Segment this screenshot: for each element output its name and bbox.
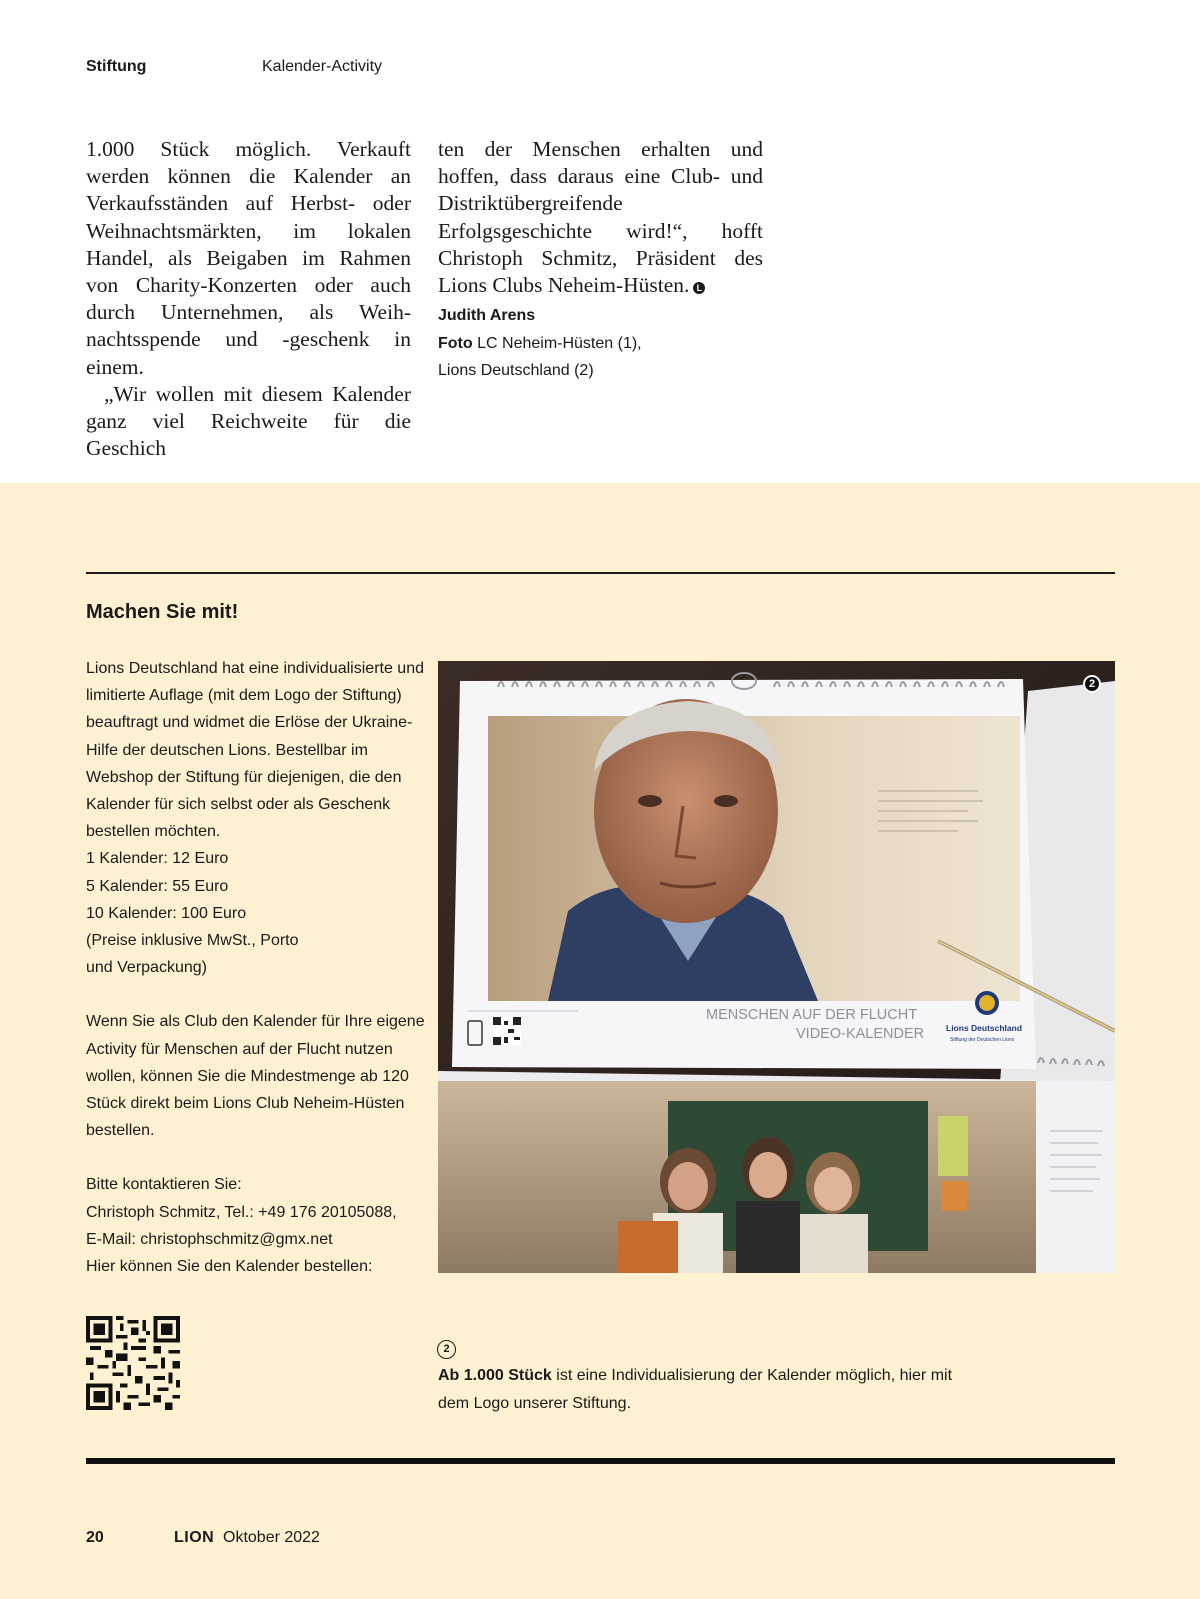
divider-bottom (86, 1458, 1115, 1464)
photo-credit: Foto LC Neheim-Hüsten (1), (438, 334, 642, 352)
header-topic: Kalender-Activity (262, 58, 383, 75)
contact-label: Bitte kontaktieren Sie: (86, 1176, 242, 1194)
photo-credit-2: Lions Deutschland (2) (438, 362, 594, 379)
article-paragraph: ten der Menschen erhalten und hoffen, dass daraus eine Club- und Distriktübergreifende Erfolgsgeschichte wird!“, hofft Christoph Schmitz, Präsident des Lions Clubs Neheim-Hüsten. L (438, 137, 763, 298)
page-number: 20 (86, 1529, 104, 1546)
box-title: Machen Sie mit! (86, 601, 239, 623)
club-text: Wenn Sie als Club den Kalender für Ihre eigene Activity für Menschen auf der Flucht nutzen wollen, können Sie die Mindestmenge ab 120 Stück direkt beim Lions Club Neheim-Hüsten bestellen. (86, 1013, 425, 1140)
contact-email[interactable]: E-Mail: christophschmitz@gmx.net (86, 1230, 333, 1248)
article-column-right (438, 136, 763, 299)
article-paragraph: „Wir wollen mit diesem Kalender ganz viel Reichweite für die Geschich (86, 381, 411, 461)
calendar-brand-sub: Stiftung der Deutschen Lions (950, 1037, 1015, 1043)
lions-end-mark-icon: L (693, 282, 705, 294)
article-credits (438, 302, 642, 385)
order-text: Hier können Sie den Kalender bestellen: (86, 1258, 373, 1276)
running-header (86, 58, 383, 76)
box-intro: Lions Deutschland hat eine individualisierte und limitierte Auflage (mit dem Logo der Stiftung) beauftragt und widmet die Erlöse der Ukraine-Hilfe der deutschen Lions. Bestellbar im Webshop der Stiftung für diejenigen, die den Kalender für sich selbst oder als Geschenk bestellen möchten. (86, 660, 424, 841)
price-line: 1 Kalender: 12 Euro (86, 850, 229, 868)
calendar-title-line-1: MENSCHEN AUF DER FLUCHT (706, 1007, 918, 1023)
contact-name: Christoph Schmitz, Tel.: +49 176 20105088, (86, 1203, 397, 1221)
page-footer (86, 1529, 320, 1547)
header-section: Stiftung (86, 58, 147, 75)
author-name: Judith Arens (438, 307, 536, 324)
price-line: 10 Kalender: 100 Euro (86, 904, 247, 922)
article-column-left (86, 136, 411, 462)
photo-caption (438, 1362, 958, 1417)
calendar-brand: Lions Deutschland (946, 1023, 1023, 1033)
price-line: 5 Kalender: 55 Euro (86, 877, 229, 895)
caption-bold: Ab 1.000 Stück (438, 1367, 552, 1384)
photo-badge: 2 (1083, 675, 1101, 693)
caption-text: ist eine Individualisierung der Kalender möglich, hier mit dem Logo unserer Stiftung. (438, 1367, 953, 1412)
article-paragraph: 1.000 Stück möglich. Verkauft werden können die Kalender an Verkaufsständen auf Herbst- oder Weihnachtsmärkten, im lokalen Handel, als Beigaben im Rahmen von Charity-Konzerten oder auch durch Unternehmen, als Weihnachtsspende und -geschenk in einem. (86, 137, 411, 379)
calendar-title-line-2: VIDEO-KALENDER (796, 1026, 925, 1042)
qr-code[interactable] (86, 1316, 180, 1410)
price-note: (Preise inklusive MwSt., Porto (86, 932, 299, 950)
divider (86, 572, 1115, 574)
price-note: und Verpackung) (86, 959, 207, 977)
magazine-name: LION (174, 1529, 215, 1546)
box-text (86, 655, 426, 1280)
issue-date: Oktober 2022 (223, 1529, 320, 1546)
calendar-photo (438, 661, 1115, 1273)
caption-number: 2 (437, 1340, 456, 1359)
